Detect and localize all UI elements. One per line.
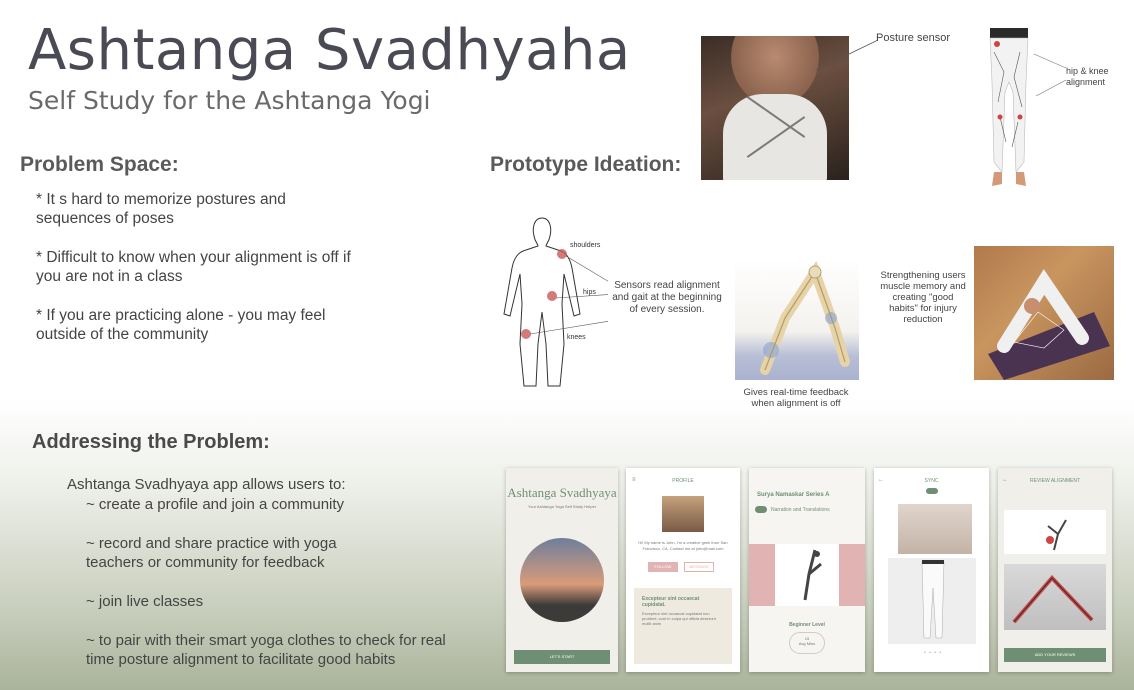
review-header: REVIEW ALIGNMENT (1029, 478, 1080, 484)
card-body: Excepteur sint occaecat cupidatat non proident, sunt in culpa qui officia deserunt mollit anim (642, 611, 716, 626)
addressing-item: ~ create a profile and join a community (86, 496, 345, 513)
phone-screen-series (749, 468, 865, 672)
phone-screen-review (998, 468, 1112, 672)
addressing-item: ~ to pair with their smart yoga clothes to check for real time posture alignment to facilitate good habits (86, 632, 446, 668)
profile-avatar (662, 496, 704, 532)
menu-icon[interactable]: ≡ (632, 477, 636, 483)
page-dots: • • • • (924, 650, 943, 656)
downward-dog-photo (974, 246, 1114, 380)
body-outline-diagram (498, 214, 608, 390)
sensor-description: Sensors read alignment and gait at the beginning of every session. (612, 280, 722, 315)
add-review-button[interactable]: ADD YOUR REVIEWS (1004, 648, 1106, 662)
card-title: Excepteur sint occaecat cupidatat. (642, 596, 700, 608)
message-button[interactable]: MESSAGE (684, 562, 714, 572)
back-arrow-icon[interactable]: ← (878, 477, 884, 483)
hips-label: hips (583, 289, 596, 296)
sync-header: SYNC (924, 478, 939, 484)
addressing-heading: Addressing the Problem: (32, 431, 270, 453)
sync-leggings-image (888, 558, 976, 644)
problem-heading: Problem Space: (20, 153, 179, 176)
posture-sensor-label: Posture sensor (876, 32, 950, 44)
sync-bra-image (898, 504, 972, 554)
problem-item: * It s hard to memorize postures and sequences of poses (36, 191, 286, 227)
pose-banner (749, 544, 865, 606)
avg-mins-label: Avg Mins (798, 641, 816, 646)
problem-item: * If you are practicing alone - you may feel outside of the community (36, 307, 326, 343)
review-image-1 (1004, 510, 1106, 554)
app-title: Ashtanga Svadhyaya (507, 485, 617, 500)
toggle-label: Narration and Translations (771, 507, 830, 513)
yoga-circle-image (520, 538, 604, 622)
sync-toggle[interactable] (926, 488, 938, 494)
problem-item: * Difficult to know when your alignment is off if you are not in a class (36, 249, 351, 285)
profile-bio: Hi! My name is John, I'm a creative geek from San Francisco, CA. Contact me at john@mail.com (638, 540, 728, 551)
phone-screen-sync (874, 468, 989, 672)
knees-label: knees (567, 334, 586, 341)
page-subtitle: Self Study for the Ashtanga Yogi (28, 86, 431, 115)
posture-pointer-line (812, 36, 882, 76)
prototype-heading: Prototype Ideation: (490, 153, 682, 176)
phone-screen-profile (626, 468, 740, 672)
avg-mins-badge (789, 632, 825, 654)
strength-description: Strengthening users muscle memory and creating "good habits" for injury reduction (880, 270, 966, 325)
profile-card (634, 588, 732, 664)
profile-header: PROFILE (672, 478, 694, 484)
lets-start-button[interactable]: LET'S START (514, 650, 610, 664)
addressing-intro: Ashtanga Svadhyaya app allows users to: (67, 476, 346, 493)
app-tagline: Your Ashtanga Yoga Self Study Helper (527, 504, 597, 509)
addressing-item: ~ join live classes (86, 593, 204, 610)
follow-button[interactable]: FOLLOW (648, 562, 678, 572)
narration-toggle[interactable] (755, 506, 767, 513)
hip-knee-label: hip & knee alignment (1066, 66, 1109, 87)
page-title: Ashtanga Svadhyaha (28, 18, 631, 83)
problem-list (36, 190, 396, 364)
leggings-photo (980, 22, 1038, 190)
phone-screen-welcome (506, 468, 618, 672)
shoulders-label: shoulders (570, 242, 601, 249)
avg-mins-value: 15 (804, 636, 810, 641)
feedback-description: Gives real-time feedback when alignment is off (743, 387, 849, 409)
back-arrow-icon[interactable]: ← (1002, 477, 1008, 483)
hip-pointer-line (1030, 50, 1070, 100)
skeleton-illustration (735, 258, 859, 380)
series-title: Surya Namaskar Series A (757, 492, 830, 498)
review-image-2 (1004, 564, 1106, 630)
addressing-item: ~ record and share practice with yoga teachers or community for feedback (86, 535, 337, 571)
level-label: Beginner Level (789, 622, 825, 628)
addressing-list (86, 495, 466, 689)
